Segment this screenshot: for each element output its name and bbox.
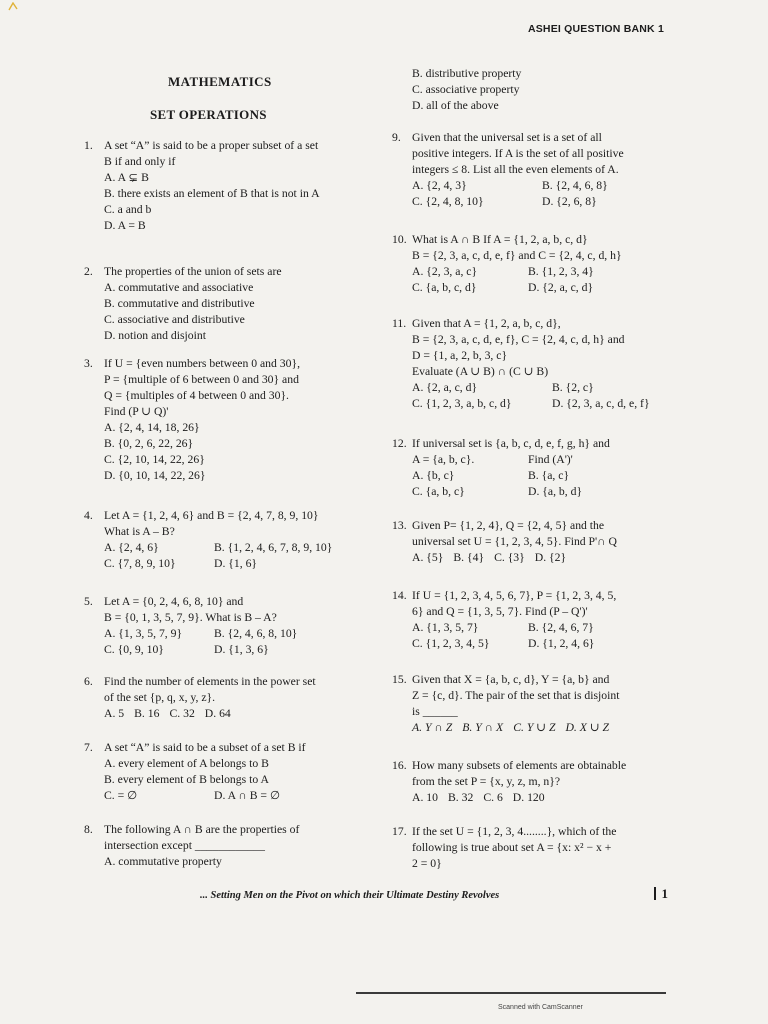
question-text: B = {2, 3, a, c, d, e, f}, C = {2, 4, c, d, h} and (412, 333, 625, 346)
option-d: D. {2, a, c, d} (528, 281, 594, 294)
question-text: Find the number of elements in the power set (104, 675, 316, 688)
option-d: D. notion and disjoint (104, 329, 206, 342)
option-b: B. {1, 2, 4, 6, 7, 8, 9, 10} (214, 541, 333, 554)
question-8-continued (392, 66, 672, 114)
option-a: A. {2, a, c, d} (412, 381, 478, 394)
option-d: D. {2, 6, 8} (542, 195, 597, 208)
question-number: 1. (84, 139, 93, 152)
question-17 (392, 824, 682, 872)
question-text: Given that the universal set is a set of all (412, 131, 602, 144)
option-b: B. commutative and distributive (104, 297, 255, 310)
option-a: A. 5 (104, 707, 125, 720)
page-number: 1 (654, 886, 668, 902)
question-9 (392, 130, 682, 210)
option-b: B. {2, c} (552, 381, 594, 394)
question-text: of the set {p, q, x, y, z}. (104, 691, 216, 704)
question-number: 16. (392, 759, 407, 772)
question-14 (392, 588, 682, 652)
scanner-divider (356, 992, 666, 994)
question-5 (84, 594, 374, 658)
option-a: A. {2, 3, a, c} (412, 265, 478, 278)
question-text: 6} and Q = {1, 3, 5, 7}. Find (P – Q')' (412, 605, 588, 618)
question-number: 13. (392, 519, 407, 532)
question-11 (392, 316, 682, 412)
option-a: A. every element of A belongs to B (104, 757, 269, 770)
option-c: C. {a, b, c, d} (412, 281, 477, 294)
question-text: universal set U = {1, 2, 3, 4, 5}. Find P'∩ Q (412, 535, 617, 548)
option-b: B. distributive property (412, 67, 522, 80)
option-c: C. {2, 10, 14, 22, 26} (104, 453, 205, 466)
page-subject: MATHEMATICS (168, 74, 272, 89)
question-text: If U = {1, 2, 3, 4, 5, 6, 7}, P = {1, 2, 3, 4, 5, (412, 589, 617, 602)
question-number: 8. (84, 823, 93, 836)
option-a: A. {2, 4, 14, 18, 26} (104, 421, 200, 434)
option-d: D. {1, 3, 6} (214, 643, 269, 656)
option-b: B. {2, 4, 6, 8} (542, 179, 608, 192)
question-16 (392, 758, 682, 806)
question-text: Find (P ∪ Q)' (104, 405, 169, 418)
question-2 (84, 264, 364, 344)
option-c: C. {1, 2, 3, 4, 5} (412, 637, 490, 650)
option-a: A. A ⊊ B (104, 171, 149, 184)
question-10 (392, 232, 682, 296)
question-15 (392, 672, 682, 736)
scanner-watermark: Scanned with CamScanner (498, 1004, 583, 1011)
question-text: A = {a, b, c}. (412, 453, 475, 466)
option-a: A. 10 (412, 791, 438, 804)
question-text: following is true about set A = {x: x² − x + (412, 841, 612, 854)
question-text: B = {0, 1, 3, 5, 7, 9}. What is B – A? (104, 611, 277, 624)
question-text: from the set P = {x, y, z, m, n}? (412, 775, 561, 788)
option-d: D. {2, 3, a, c, d, e, f} (552, 397, 650, 410)
option-c: C. {7, 8, 9, 10} (104, 557, 176, 570)
question-text: If U = {even numbers between 0 and 30}, (104, 357, 300, 370)
option-a: A. {1, 3, 5, 7} (412, 621, 479, 634)
question-8 (84, 822, 364, 870)
question-text: Given that A = {1, 2, a, b, c, d}, (412, 317, 561, 330)
question-6 (84, 674, 374, 722)
page-topic: SET OPERATIONS (150, 107, 267, 122)
question-text: P = {multiple of 6 between 0 and 30} and (104, 373, 299, 386)
question-text: D = {1, a, 2, b, 3, c} (412, 349, 508, 362)
question-text: Let A = {1, 2, 4, 6} and B = {2, 4, 7, 8, 9, 10} (104, 509, 319, 522)
option-b: B. {0, 2, 6, 22, 26} (104, 437, 194, 450)
question-number: 5. (84, 595, 93, 608)
footer-tagline: ... Setting Men on the Pivot on which their Ultimate Destiny Revolves (200, 890, 500, 901)
question-number: 15. (392, 673, 407, 686)
option-c: C. associative and distributive (104, 313, 245, 326)
option-b: B. {a, c} (528, 469, 570, 482)
option-c: C. = ∅ (104, 789, 138, 802)
question-text: Find (A')' (528, 453, 573, 466)
option-c: C. associative property (412, 83, 520, 96)
question-text: How many subsets of elements are obtainable (412, 759, 627, 772)
option-c: C. a and b (104, 203, 152, 216)
question-number: 7. (84, 741, 93, 754)
question-text: positive integers. If A is the set of all positive (412, 147, 624, 160)
question-12 (392, 436, 682, 500)
question-number: 14. (392, 589, 407, 602)
question-text: A set “A” is said to be a proper subset of a set (104, 139, 319, 152)
option-d: D. {2} (534, 551, 567, 564)
question-3 (84, 356, 364, 484)
question-text: What is A ∩ B If A = {1, 2, a, b, c, d} (412, 233, 588, 246)
question-text: 2 = 0} (412, 857, 442, 870)
question-text: If universal set is {a, b, c, d, e, f, g, h} and (412, 437, 610, 450)
header-title: ASHEI QUESTION BANK 1 (527, 23, 664, 35)
option-b: B. every element of B belongs to A (104, 773, 269, 786)
option-d: D. {1, 2, 4, 6} (528, 637, 595, 650)
option-c: C. {1, 2, 3, a, b, c, d} (412, 397, 512, 410)
option-a: A. {2, 4, 3} (412, 179, 467, 192)
question-text: Evaluate (A ∪ B) ∩ (C ∪ B) (412, 365, 549, 378)
option-b: B. {2, 4, 6, 8, 10} (214, 627, 298, 640)
option-c: C. {a, b, c} (412, 485, 465, 498)
question-number: 10. (392, 233, 407, 246)
option-b: B. {4} (453, 551, 485, 564)
option-a: A. commutative property (104, 855, 222, 868)
question-4 (84, 508, 374, 572)
question-text: B if and only if (104, 155, 176, 168)
option-d: D. {a, b, d} (528, 485, 583, 498)
option-b: B. {1, 2, 3, 4} (528, 265, 594, 278)
option-d: D. all of the above (412, 99, 499, 112)
option-b: B. {2, 4, 6, 7} (528, 621, 594, 634)
question-number: 6. (84, 675, 93, 688)
option-d: D. 120 (512, 791, 545, 804)
option-d: D. 64 (204, 707, 231, 720)
option-b: B. 16 (134, 707, 160, 720)
question-number: 2. (84, 265, 93, 278)
option-a: A. {2, 4, 6} (104, 541, 159, 554)
question-text: Given P= {1, 2, 4}, Q = {2, 4, 5} and the (412, 519, 605, 532)
option-d: D. X ∪ Z (565, 721, 610, 734)
option-b: B. there exists an element of B that is not in A (104, 187, 320, 200)
option-a: A. commutative and associative (104, 281, 254, 294)
option-d: D. A = B (104, 219, 146, 232)
question-text: Z = {c, d}. The pair of the set that is disjoint (412, 689, 620, 702)
option-b: B. 32 (447, 791, 474, 804)
question-1 (84, 138, 364, 234)
question-text: Let A = {0, 2, 4, 6, 8, 10} and (104, 595, 244, 608)
option-c: C. Y ∪ Z (513, 721, 556, 734)
option-a: A. {5} (412, 551, 444, 564)
question-text: The following A ∩ B are the properties of (104, 823, 300, 836)
option-c: C. 32 (169, 707, 195, 720)
option-a: A. {b, c} (412, 469, 455, 482)
question-text: B = {2, 3, a, c, d, e, f} and C = {2, 4, c, d, h} (412, 249, 622, 262)
option-d: D. {0, 10, 14, 22, 26} (104, 469, 206, 482)
option-c: C. 6 (483, 791, 503, 804)
option-d: D. {1, 6} (214, 557, 258, 570)
option-a: A. Y ∩ Z (412, 721, 453, 734)
question-text: Given that X = {a, b, c, d}, Y = {a, b} and (412, 673, 610, 686)
question-text: A set “A” is said to be a subset of a set B if (104, 741, 306, 754)
question-number: 4. (84, 509, 93, 522)
option-b: B. Y ∩ X (462, 721, 504, 734)
question-text: What is A – B? (104, 525, 175, 538)
option-c: C. {3} (494, 551, 525, 564)
question-number: 17. (392, 825, 407, 838)
question-7 (84, 740, 374, 804)
question-text: If the set U = {1, 2, 3, 4........}, which of the (412, 825, 617, 838)
corner-marker-icon (8, 2, 18, 11)
question-number: 11. (392, 317, 407, 330)
option-a: A. {1, 3, 5, 7, 9} (104, 627, 183, 640)
question-number: 12. (392, 437, 407, 450)
question-text: is ______ (412, 705, 458, 718)
question-13 (392, 518, 682, 566)
question-number: 9. (392, 131, 401, 144)
option-c: C. {0, 9, 10} (104, 643, 164, 656)
question-text: The properties of the union of sets are (104, 265, 282, 278)
option-c: C. {2, 4, 8, 10} (412, 195, 484, 208)
option-d: D. A ∩ B = ∅ (214, 789, 281, 802)
question-text: intersection except ____________ (104, 839, 265, 852)
question-number: 3. (84, 357, 93, 370)
question-text: Q = {multiples of 4 between 0 and 30}. (104, 389, 289, 402)
question-text: integers ≤ 8. List all the even elements of A. (412, 163, 619, 176)
